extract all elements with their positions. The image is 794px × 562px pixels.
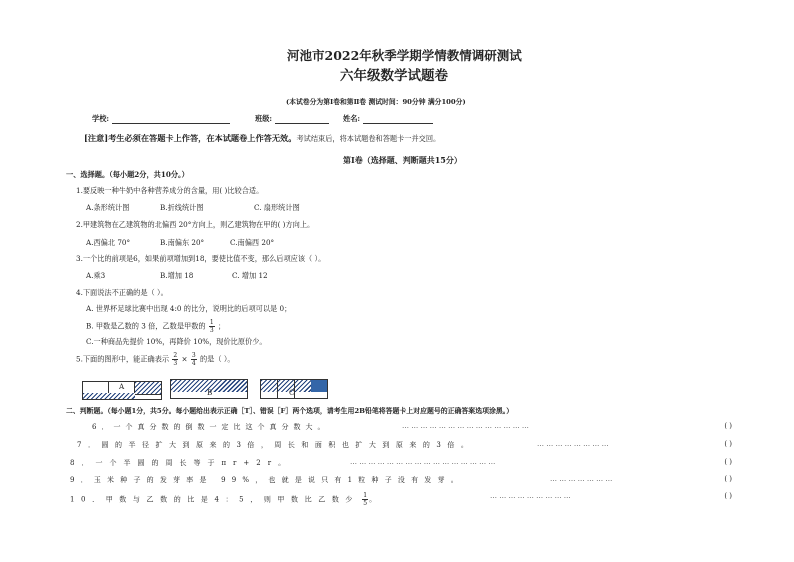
q3-option-c: C. 增加 12 — [232, 271, 268, 280]
figure-a-label: A — [119, 382, 125, 391]
q1-option-a: A.条形统计图 — [86, 203, 130, 212]
exam-info: (本试卷分为第Ⅰ卷和第Ⅱ卷 测试时间：90分钟 满分100分) — [286, 98, 466, 106]
q1-stem: 1.要反映一种牛奶中各种营养成分的含量，用( )比较合适。 — [76, 186, 264, 195]
judge-item-8: 8．一个半圆的周长等于πr+2r。 … … … … … … … … … … … … … … … … ( ) — [70, 458, 732, 467]
judge-paren-9[interactable]: ( ) — [724, 475, 732, 483]
q3-option-b: B.增加 18 — [160, 271, 194, 280]
section2-heading: 二、判断题。（每小题1分，共5分。每小题给出表示正确［T］、错误［F］两个选项，请考生用2B铅笔将答题卡上对应题号的正确答案选项涂黑。） — [66, 407, 514, 415]
q3-option-a: A.乘3 — [86, 271, 106, 280]
exam-subtitle: 六年级数学试题卷 — [340, 68, 448, 84]
judge-paren-8[interactable]: ( ) — [724, 458, 732, 466]
q2-option-b: B.南偏东 20° — [160, 238, 205, 247]
judge-paren-7[interactable]: ( ) — [724, 440, 732, 448]
judge-10-fraction: $\frac{1}{5}$ — [363, 492, 368, 507]
q5-stem: 5.下面的图形中，能正确表示 $\frac{2}{3}$ × $\frac{3}{4}$ 的是（ ）。 — [76, 352, 235, 367]
judge-item-7: 7．圆的半径扩大到原来的3倍，周长和面积也扩大到原来的3倍。 … … … … … … … … ( ) — [77, 440, 732, 449]
notice-bold: [注意]考生必须在答题卡上作答，在本试题卷上作答无效。 — [84, 133, 297, 143]
q2-stem: 2.甲建筑物在乙建筑物的北偏西 20°方向上，则乙建筑物在甲的( )方向上。 — [76, 220, 315, 229]
times-sign: × — [181, 354, 188, 364]
name-label: 姓名: — [343, 114, 361, 123]
q1-option-c: C. 扇形统计图 — [254, 203, 300, 212]
notice — [84, 126, 440, 145]
q4-option-a: A. 世界杯足球比赛中出现 4:0 的比分，说明比的后项可以是 0； — [86, 304, 292, 313]
name-input-line[interactable] — [363, 123, 433, 124]
exam-title: 河池市2022年秋季学期学情教情调研测试 — [287, 48, 522, 63]
judge-paren-6[interactable]: ( ) — [724, 422, 732, 430]
figure-b[interactable] — [170, 379, 248, 399]
section1-heading: 一、选择题。（每小题2分，共10分。） — [66, 170, 189, 179]
judge-item-9: 9．玉米种子的发芽率是 99%，也就是说只有1粒种子没有发芽。 … … … … … … … ( ) — [70, 475, 732, 484]
q5-fraction-1: $\frac{2}{3}$ — [173, 352, 178, 367]
school-field — [92, 114, 230, 124]
judge-item-6: 6．一个真分数的倒数一定比这个真分数大。 … … … … … … … … … … … … … … ( ) — [92, 422, 732, 431]
figure-c-label: C — [289, 388, 295, 397]
class-input-line[interactable] — [275, 123, 329, 124]
school-input-line[interactable] — [112, 123, 230, 124]
notice-rest: 考试结束后，将本试题卷和答题卡一并交回。 — [296, 134, 441, 143]
q5-fraction-2: $\frac{3}{4}$ — [191, 352, 196, 367]
figure-b-label: B — [207, 388, 213, 397]
judge-paren-10[interactable]: ( ) — [724, 492, 732, 500]
class-label: 班级: — [255, 114, 273, 123]
q4-option-c: C.一种商品先提价 10%，再降价 10%，现价比原价少。 — [86, 337, 267, 346]
class-field — [255, 114, 329, 124]
q3-stem: 3.一个比的前项是6，如果前项增加到18，要使比值不变，那么后项应该（ ）。 — [76, 254, 326, 263]
q4-fraction: $\frac{1}{3}$ — [209, 319, 214, 334]
q4-stem: 4.下面说法不正确的是（ ）。 — [76, 288, 168, 297]
q4-option-b: B. 甲数是乙数的 3 倍，乙数是甲数的 $\frac{1}{3}$ ； — [86, 319, 226, 334]
q4-option-b-text: B. 甲数是乙数的 3 倍，乙数是甲数的 — [86, 321, 206, 331]
q1-option-b: B.折线统计图 — [160, 203, 204, 212]
q2-option-a: A.西偏北 70° — [86, 238, 131, 247]
school-label: 学校: — [92, 114, 110, 123]
name-field — [343, 114, 433, 124]
q2-option-c: C.南偏西 20° — [230, 238, 275, 247]
part1-title: 第Ⅰ卷（选择题、判断题共15分） — [343, 155, 462, 165]
judge-item-10: 10．甲数与乙数的比是4：5，则甲数比乙数少 $\frac{1}{5}$ 。 … … … … … … … … … ( ) — [70, 492, 732, 507]
figure-c[interactable] — [260, 379, 328, 399]
